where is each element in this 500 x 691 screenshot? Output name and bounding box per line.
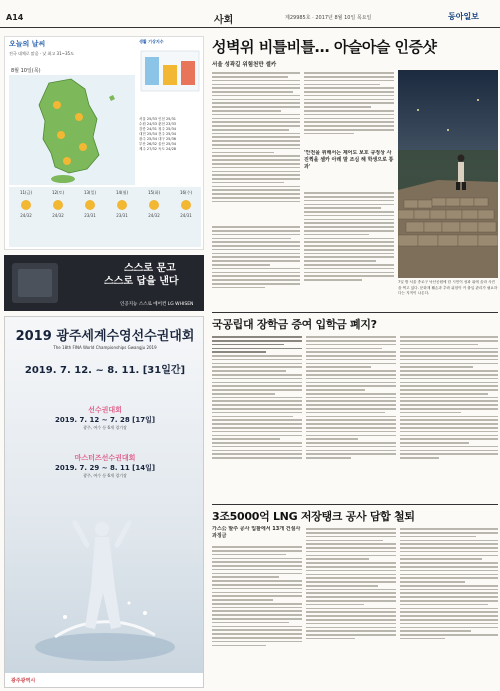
divider xyxy=(212,312,498,313)
ad2-section-1-venue: 광주, 여수 등 6개 경기장 xyxy=(83,425,127,430)
ad2-section-2 xyxy=(5,453,204,479)
article3-headline: 3조5000억 LNG 저장탱크 공사 담합 철퇴 xyxy=(212,510,415,523)
weather-map xyxy=(9,75,135,185)
ad2-sponsor: 광주광역시 xyxy=(11,678,36,684)
article3-subheadline: 가스公 발주 공사 입찰에서 13개 건설사 과징금 xyxy=(212,526,301,539)
ad-footer: 인공지능 스스로 에어컨 LG WHISEN xyxy=(120,302,194,307)
city-row: 수원 24/33 춘천 23/33 xyxy=(139,122,177,126)
ad2-section-1-title: 선수권대회 xyxy=(88,406,122,414)
forecast-temp: 24/32 xyxy=(20,213,32,218)
forecast-temp: 24/32 xyxy=(52,213,64,218)
section-name: 사회 xyxy=(214,15,234,26)
forecast-temp: 24/32 xyxy=(148,213,160,218)
article2-body-col1 xyxy=(212,334,302,500)
forecast-day-label: 15(화) xyxy=(147,190,161,195)
forecast-temp: 23/31 xyxy=(116,213,128,218)
article3-body-col2 xyxy=(306,526,396,686)
ad-headline-2: 스스로 답을 낸다 xyxy=(104,276,179,287)
weather-date: 8월 10일(목) xyxy=(11,68,41,74)
swimmer-illustration xyxy=(25,517,185,667)
index-box-title: 생활 기상지수 xyxy=(139,39,164,44)
ad2-section-2-venue: 광주, 여수 등 6개 경기장 xyxy=(83,473,127,478)
city-row: 부산 26/32 울산 25/34 xyxy=(139,142,177,146)
issue-date: 제29985호 · 2017년 8월 10일 목요일 xyxy=(285,15,372,21)
photo-caption: 7일 밤 서울 종로구 낙산공원에 한 시민이 성곽 위에 올라 사진을 찍고 있다. 문화재 훼손과 추락 위험이 커 출입 관리가 필요하다는 지적이 나온다. xyxy=(398,280,498,295)
forecast-day xyxy=(75,190,105,244)
lead-body-col1 xyxy=(212,70,300,220)
forecast-day-label: 16(수) xyxy=(179,190,193,195)
page-header xyxy=(0,0,500,28)
article3-body-col3 xyxy=(400,526,498,686)
sun-icon xyxy=(53,200,63,210)
ad-headline-1: 스스로 문고 xyxy=(124,263,176,274)
forecast-day xyxy=(43,190,73,244)
ad2-subtitle: The 18th FINA World Championships Gwangju 2019 xyxy=(53,345,157,350)
ad2-section-1-date: 2019. 7. 12 ~ 7. 28 [17일] xyxy=(54,416,156,424)
forecast-day xyxy=(171,190,201,244)
sun-icon xyxy=(85,200,95,210)
article2-headline: 국공립대 장학금 증여 입학금 폐지? xyxy=(212,318,377,331)
forecast-day-label: 11(금) xyxy=(19,190,33,195)
city-row: 광주 25/34 대구 25/36 xyxy=(139,137,177,141)
city-temperature-table xyxy=(139,117,201,152)
ad2-section-1 xyxy=(5,405,204,431)
forecast-day-label: 12(토) xyxy=(51,190,65,195)
article3-body-col1 xyxy=(212,544,302,686)
city-row: 대전 25/34 전주 25/34 xyxy=(139,132,177,136)
ad2-section-2-date: 2019. 7. 29 ~ 8. 11 [14일] xyxy=(54,464,156,472)
ad2-date: 2019. 7. 12. ~ 8. 11. [31일간] xyxy=(24,365,186,376)
forecast-strip xyxy=(9,187,201,247)
fortress-photo xyxy=(398,70,498,278)
swimming-championship-advertisement xyxy=(4,316,204,688)
weather-title: 오늘의 날씨 xyxy=(9,40,46,48)
forecast-day xyxy=(11,190,41,244)
ad2-footer-bar xyxy=(5,673,204,687)
lead-headline: 성벽위 비틀비틀… 아슬아슬 인증샷 xyxy=(212,38,437,56)
weather-panel xyxy=(4,36,204,250)
article2-body-col2 xyxy=(306,334,396,500)
city-row: 강릉 24/31 청주 25/34 xyxy=(139,127,177,131)
sun-icon xyxy=(181,200,191,210)
newspaper-logo: 동아일보 xyxy=(448,11,479,21)
lead-pull-quote: '안전을 위해서는 제어도 보호 규정상 사진찍을 셀카 아레 말 조심 해 학생으로 통과' xyxy=(304,150,394,170)
forecast-day-label: 13(일) xyxy=(83,190,97,195)
sun-icon xyxy=(149,200,159,210)
forecast-day-label: 14(월) xyxy=(115,190,129,195)
article2-body-col3 xyxy=(400,334,498,500)
ad2-title: 2019 광주세계수영선수권대회 xyxy=(15,329,195,344)
forecast-temp: 24/31 xyxy=(180,213,192,218)
index-box xyxy=(139,39,201,101)
lead-body-col2 xyxy=(304,70,394,146)
forecast-day xyxy=(107,190,137,244)
aircon-advertisement xyxy=(4,255,204,311)
city-row: 서울 25/33 인천 25/31 xyxy=(139,117,177,121)
lead-body-col1b xyxy=(212,224,300,300)
lead-body-col2b xyxy=(304,190,394,300)
forecast-day xyxy=(139,190,169,244)
page-number: A14 xyxy=(6,13,24,22)
divider xyxy=(212,504,498,505)
city-row: 제주 27/32 독도 24/28 xyxy=(139,147,177,151)
index-gauge xyxy=(139,45,201,95)
photo-image xyxy=(398,70,498,278)
ad2-section-2-title: 마스터즈선수권대회 xyxy=(74,454,136,462)
sun-icon xyxy=(21,200,31,210)
forecast-temp: 23/31 xyxy=(84,213,96,218)
sun-icon xyxy=(117,200,127,210)
lead-subheadline: 서울 성곽길 위험천만 셀카 xyxy=(212,62,277,68)
weather-subtitle: 전국 대체로 맑음 · 낮 최고 31~35도 xyxy=(9,51,74,56)
